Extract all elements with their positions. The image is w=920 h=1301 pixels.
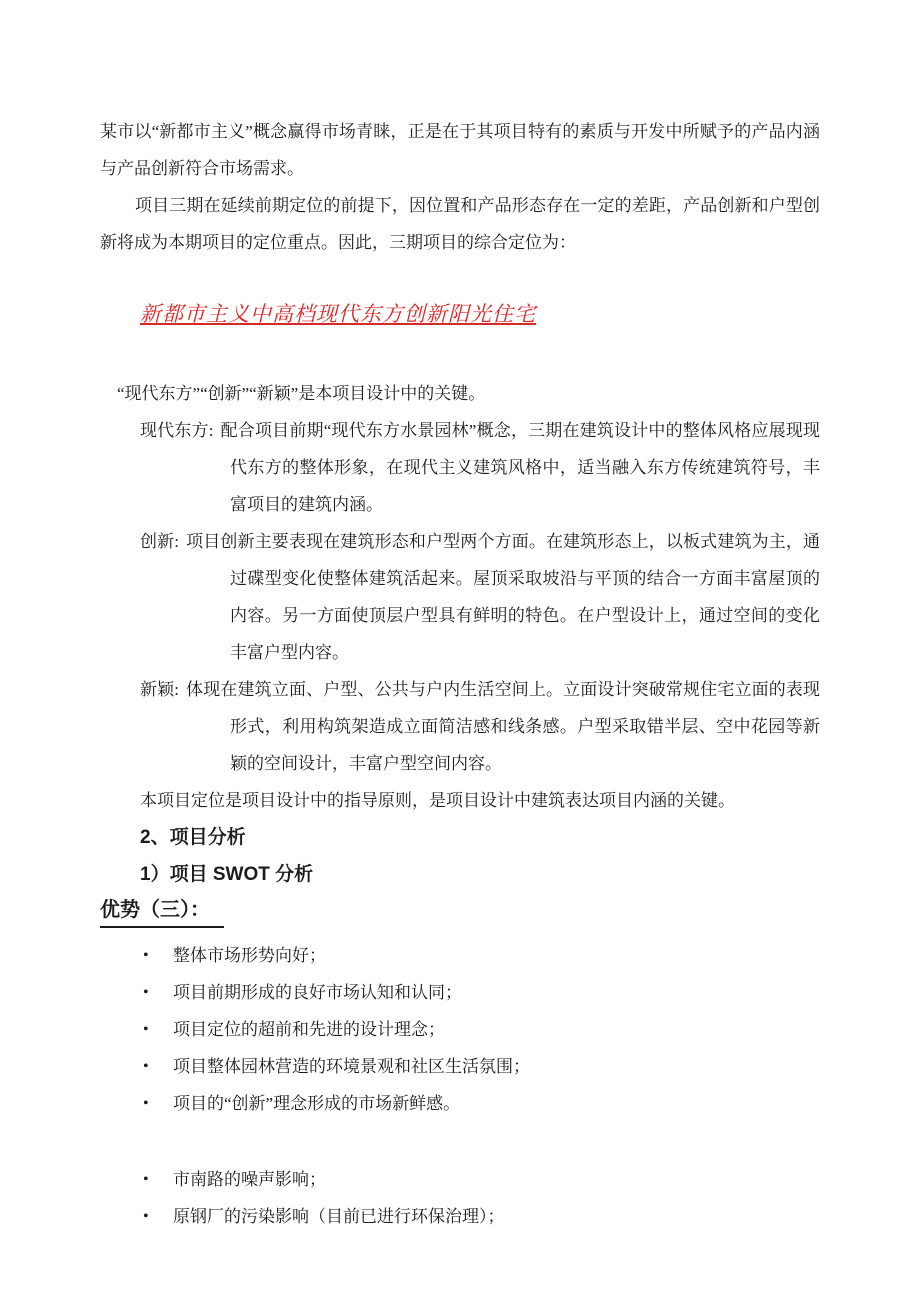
- list-item: • 项目的“创新”理念形成的市场新鲜感。: [143, 1085, 820, 1122]
- closing-paragraph: 本项目定位是项目设计中的指导原则，是项目设计中建筑表达项目内涵的关键。: [140, 791, 735, 810]
- aspect-label: 创新:: [140, 532, 179, 551]
- aspect-modern-east: [100, 412, 820, 523]
- aspect-text: 项目创新主要表现在建筑形态和户型两个方面。在建筑形态上，以板式建筑为主，通过碟型变化使整体建筑活起来。屋顶采取坡沿与平顶的结合一方面丰富屋顶的内容。另一方面使顶层户型具有鲜明的特色。在户型设计上，通过空间的变化丰富户型内容。: [186, 532, 820, 662]
- aspect-novelty: [100, 671, 820, 782]
- list-item: • 项目定位的超前和先进的设计理念；: [143, 1011, 820, 1048]
- positioning-slogan: 新都市主义中高档现代东方创新阳光住宅: [140, 302, 536, 326]
- weaknesses-list: [100, 1161, 820, 1235]
- list-item: • 项目前期形成的良好市场认知和认同；: [143, 974, 820, 1011]
- aspect-text: 配合项目前期“现代东方水景园林”概念，三期在建筑设计中的整体风格应展现现代东方的整体形象，在现代主义建筑风格中，适当融入东方传统建筑符号，丰富项目的建筑内涵。: [220, 421, 820, 514]
- key-concepts-line: “现代东方”“创新”“新颖”是本项目设计中的关键。: [117, 384, 486, 403]
- list-item: • 整体市场形势向好；: [143, 937, 820, 974]
- strengths-list: [100, 937, 820, 1122]
- strengths-heading-row: [100, 893, 820, 930]
- list-item: • 项目整体园林营造的环境景观和社区生活氛围；: [143, 1048, 820, 1085]
- subheading-swot-analysis: 1）项目 SWOT 分析: [140, 864, 314, 885]
- aspect-innovation: [100, 523, 820, 671]
- intro-paragraph-2: 项目三期在延续前期定位的前提下，因位置和产品形态存在一定的差距，产品创新和户型创新将成为本期项目的定位重点。因此，三期项目的综合定位为：: [100, 196, 820, 252]
- intro-paragraph-1: 某市以“新都市主义”概念赢得市场青睐，正是在于其项目特有的素质与开发中所赋予的产品内涵与产品创新符合市场需求。: [100, 122, 820, 178]
- aspect-text: 体现在建筑立面、户型、公共与户内生活空间上。立面设计突破常规住宅立面的表现形式，利用构筑架造成立面简洁感和线条感。户型采取错半层、空中花园等新颖的空间设计，丰富户型空间内容。: [186, 680, 820, 773]
- list-item: • 原钢厂的污染影响（目前已进行环保治理）；: [143, 1198, 820, 1235]
- aspect-label: 现代东方:: [140, 421, 214, 440]
- strengths-heading: 优势（三）：: [100, 895, 224, 928]
- list-item: • 市南路的噪声影响；: [143, 1161, 820, 1198]
- section-heading-project-analysis: 2、项目分析: [140, 827, 246, 848]
- aspect-label: 新颖:: [140, 680, 179, 699]
